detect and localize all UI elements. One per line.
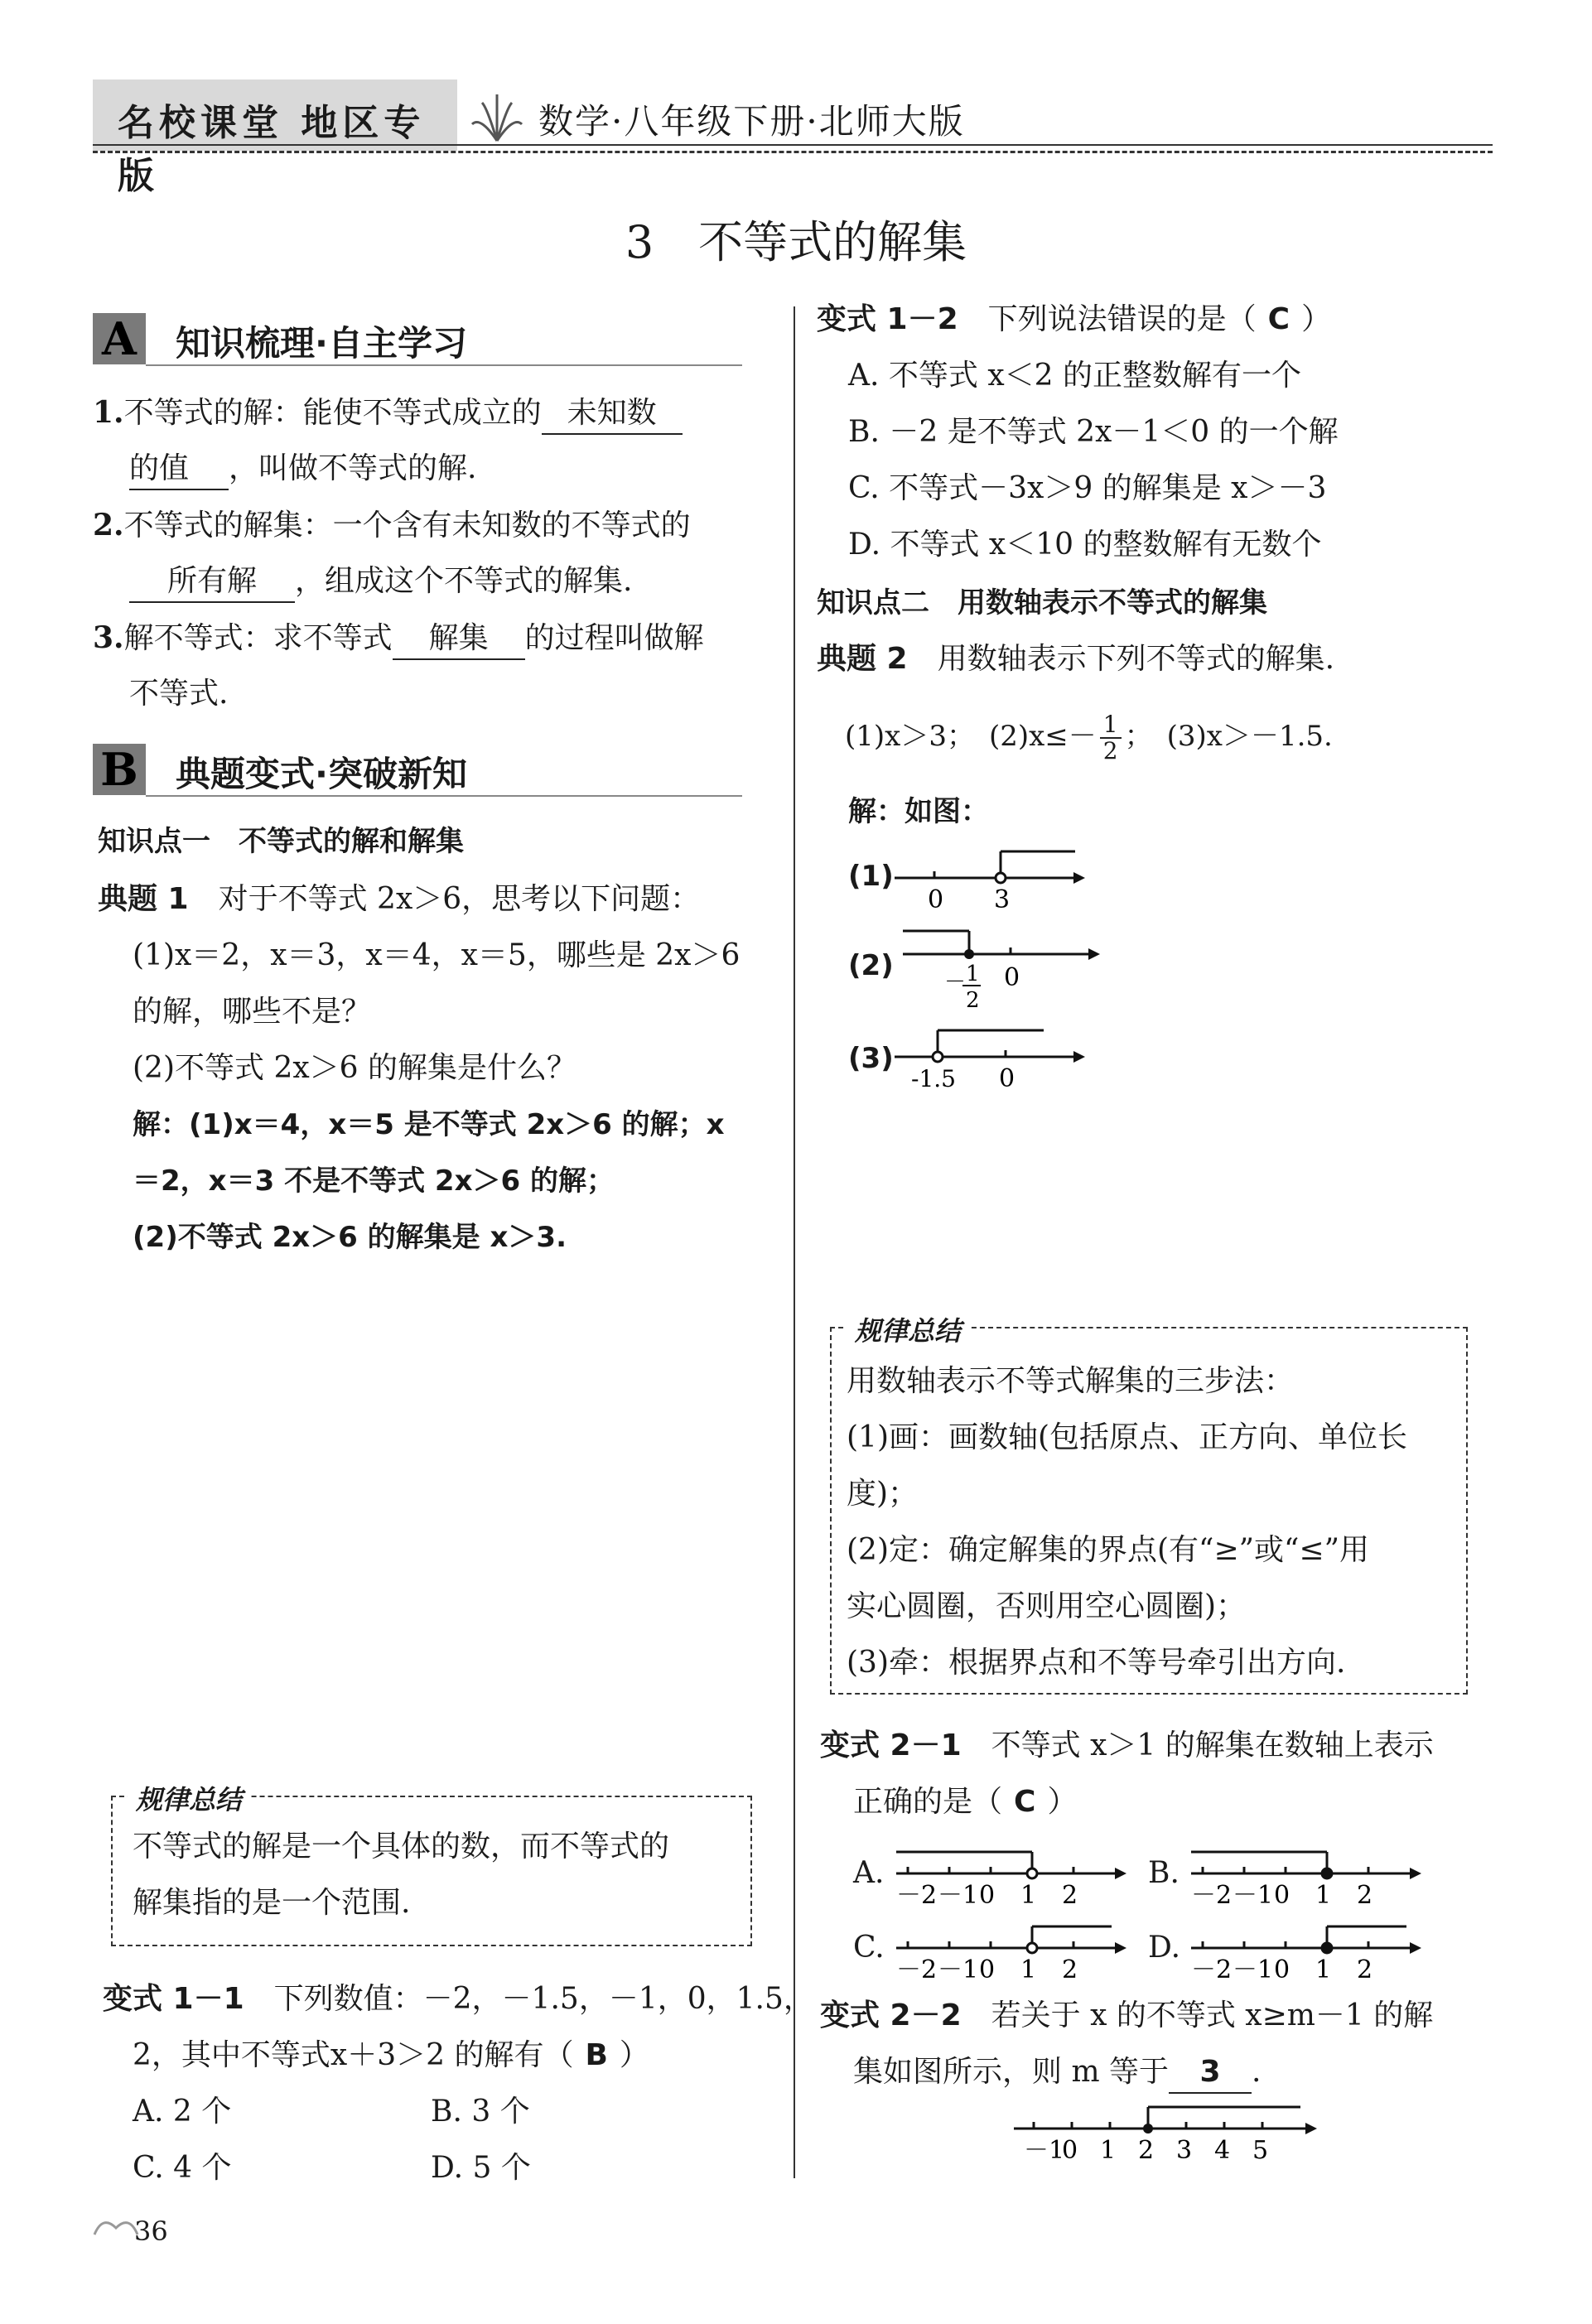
variant-1-2-question bbox=[817, 300, 1331, 340]
variant-1-2-option-c: C. 不等式－3x＞9 的解集是 x＞－3 bbox=[848, 471, 1327, 505]
variant-1-1-answer: B bbox=[585, 2038, 608, 2072]
a-item-1-line-1 bbox=[93, 393, 683, 435]
summary-box-2-line-3: 度)； bbox=[847, 1477, 919, 1511]
v21-c-tick-label-1: －1 bbox=[938, 1955, 979, 1984]
variant-1-1-question-a bbox=[103, 1979, 813, 2019]
variant-1-1-option-c: C. 4 个 bbox=[133, 2151, 232, 2185]
example-1-q2: (2)不等式 2x＞6 的解集是什么？ bbox=[133, 1051, 576, 1085]
variant-2-2-label: 变式 2－2 bbox=[820, 1999, 962, 2032]
v21-b-tick-label-2: 0 bbox=[1274, 1881, 1290, 1910]
summary-box-1-line-2: 解集指的是一个范围. bbox=[133, 1886, 411, 1920]
variant-2-1-close: ） bbox=[1047, 1785, 1078, 1819]
section-a-underline bbox=[146, 364, 742, 366]
column-divider bbox=[794, 306, 795, 2178]
v21-c-tick-label-2: 0 bbox=[979, 1955, 996, 1984]
variant-1-2-label: 变式 1－2 bbox=[817, 302, 958, 336]
summary-box-2-line-2: (1)画：画数轴(包括原点、正方向、单位长 bbox=[847, 1420, 1408, 1454]
a-item-1-text: 不等式的解：能使不等式成立的 bbox=[123, 396, 542, 430]
ex2-nl2-frac-num: 1 bbox=[966, 962, 980, 986]
variant-1-1-question-b bbox=[133, 2036, 649, 2076]
ex2-nl1-label-0: 0 bbox=[928, 885, 944, 911]
variant-1-1-option-a: A. 2 个 bbox=[133, 2095, 232, 2129]
example-2-question bbox=[817, 639, 1334, 679]
v21-a-tick-label-0: －2 bbox=[896, 1881, 938, 1910]
summary-box-2-line-5: 实心圆圈，否则用空心圆圈)； bbox=[847, 1589, 1247, 1623]
ex2-nl1-label-3: 3 bbox=[994, 885, 1011, 911]
example-1-q1-a: (1)x＝2，x＝3，x＝4，x＝5，哪些是 2x＞6 bbox=[133, 938, 741, 972]
a-item-1-post: ，叫做不等式的解. bbox=[229, 451, 477, 485]
example-1-question bbox=[98, 880, 700, 919]
v21-option-a-label: A. bbox=[853, 1856, 885, 1890]
example-2-parts bbox=[845, 712, 1333, 764]
ex2-nl1-arrow bbox=[1073, 872, 1085, 884]
variant-2-1-answer: C bbox=[1014, 1785, 1036, 1819]
variant-2-1-question-a bbox=[820, 1726, 1434, 1766]
knowledge-point-1: 知识点一 不等式的解和解集 bbox=[98, 825, 464, 858]
example-1-solution-1b: ＝2，x＝3 不是不等式 2x＞6 的解； bbox=[133, 1164, 615, 1198]
v21-c-open-point bbox=[1027, 1943, 1037, 1953]
v22-tick-label-5: 4 bbox=[1214, 2136, 1231, 2165]
ex2-number-line-3 bbox=[895, 1024, 1085, 1090]
v21-option-c-label: C. bbox=[853, 1931, 885, 1965]
a-item-2-blank: 所有解 bbox=[129, 562, 295, 603]
a-item-1-line-2 bbox=[129, 449, 476, 490]
v21-option-d-label: D. bbox=[1148, 1931, 1181, 1965]
a-item-3-line-1 bbox=[93, 618, 704, 660]
v21-b-tick-label-3: 1 bbox=[1315, 1881, 1332, 1910]
header-ornament-icon bbox=[464, 83, 530, 149]
variant-2-2-post: . bbox=[1252, 2055, 1262, 2089]
v21-c-arrow bbox=[1115, 1942, 1126, 1954]
a-item-2-line-2 bbox=[129, 562, 632, 603]
a-item-2-number: 2. bbox=[93, 508, 124, 542]
example-2-fraction bbox=[1100, 712, 1122, 764]
v22-solid-point bbox=[1143, 2124, 1153, 2134]
v21-option-c-line bbox=[893, 1913, 1133, 1988]
example-2-label: 典题 2 bbox=[817, 642, 908, 676]
variant-1-1-text-b: 2，其中不等式x＋3＞2 的解有（ bbox=[133, 2038, 574, 2072]
v21-a-tick-label-3: 1 bbox=[1020, 1881, 1037, 1910]
ex2-label-1: (1) bbox=[848, 860, 894, 893]
example-1-solution-2: (2)不等式 2x＞6 的解集是 x＞3. bbox=[133, 1221, 567, 1254]
v22-tick-label-1: 0 bbox=[1062, 2136, 1078, 2165]
v21-c-tick-label-0: －2 bbox=[896, 1955, 938, 1984]
a-item-3-text: 解不等式：求不等式 bbox=[123, 621, 393, 655]
v21-b-tick-label-1: －1 bbox=[1233, 1881, 1274, 1910]
v21-b-arrow bbox=[1410, 1868, 1421, 1879]
variant-2-2-text-b: 集如图所示，则 m 等于 bbox=[853, 2055, 1170, 2089]
v21-d-tick-label-1: －1 bbox=[1233, 1955, 1274, 1984]
summary-box-2-line-1: 用数轴表示不等式解集的三步法： bbox=[847, 1364, 1295, 1398]
example-1-label: 典题 1 bbox=[98, 882, 189, 916]
variant-1-2-close: ） bbox=[1301, 302, 1332, 336]
example-2-text: 用数轴表示下列不等式的解集. bbox=[937, 642, 1335, 676]
variant-2-1-text-b: 正确的是（ bbox=[853, 1785, 1003, 1819]
summary-box-1-line-1: 不等式的解是一个具体的数，而不等式的 bbox=[133, 1830, 670, 1864]
example-2-frac-den: 2 bbox=[1102, 737, 1118, 764]
ex2-nl2-label-0: 0 bbox=[1004, 963, 1020, 992]
page-number: 36 bbox=[134, 2216, 168, 2247]
variant-1-2-option-d: D. 不等式 x＜10 的整数解有无数个 bbox=[848, 528, 1322, 562]
variant-1-2-answer: C bbox=[1267, 302, 1290, 336]
example-2-frac-num: 1 bbox=[1100, 712, 1122, 739]
v21-d-tick-label-4: 2 bbox=[1357, 1955, 1373, 1984]
example-2-parts-b: ； (3)x＞－1.5. bbox=[1124, 720, 1333, 753]
ex2-nl3-arrow bbox=[1073, 1051, 1085, 1063]
summary-box-2-line-4: (2)定：确定解集的界点(有“≥”或“≤”用 bbox=[847, 1533, 1369, 1567]
a-item-3-number: 3. bbox=[93, 620, 124, 655]
ex2-nl3-label-0: 0 bbox=[999, 1064, 1016, 1090]
v22-arrow bbox=[1305, 2123, 1317, 2134]
example-1-q1-b: 的解，哪些不是？ bbox=[133, 995, 372, 1029]
knowledge-point-2: 知识点二 用数轴表示不等式的解集 bbox=[817, 586, 1267, 620]
header-rule bbox=[93, 144, 1493, 146]
variant-1-2-option-a: A. 不等式 x＜2 的正整数解有一个 bbox=[848, 359, 1301, 393]
ex2-nl1-open-point bbox=[996, 873, 1006, 883]
example-1-text: 对于不等式 2x＞6，思考以下问题： bbox=[218, 882, 701, 916]
variant-2-1-question-b bbox=[853, 1782, 1077, 1822]
v21-d-solid-point bbox=[1322, 1943, 1332, 1953]
a-item-1-blank-a: 未知数 bbox=[542, 393, 683, 435]
variant-1-1-text-a: 下列数值：－2，－1.5，－1，0，1.5， bbox=[273, 1982, 813, 2016]
v21-option-a-line bbox=[893, 1839, 1133, 1913]
summary-box-2-line-6: (3)牵：根据界点和不等号牵引出方向. bbox=[847, 1646, 1346, 1680]
variant-1-1-label: 变式 1－1 bbox=[103, 1982, 244, 2016]
ex2-nl2-minus: － bbox=[944, 970, 967, 995]
footer-ornament-icon bbox=[91, 2210, 141, 2243]
variant-2-2-answer: 3 bbox=[1169, 2052, 1252, 2094]
v21-option-b-label: B. bbox=[1148, 1856, 1180, 1890]
variant-1-1-close: ） bbox=[619, 2038, 649, 2072]
summary-box-2 bbox=[830, 1315, 1468, 1695]
variant-1-2-text: 下列说法错误的是（ bbox=[987, 302, 1257, 336]
example-2-solution: 解：如图： bbox=[848, 795, 989, 828]
v22-number-line bbox=[1011, 2100, 1325, 2167]
ex2-label-3: (3) bbox=[848, 1042, 894, 1075]
ex2-label-2: (2) bbox=[848, 949, 894, 982]
section-b-title: 典题变式·突破新知 bbox=[176, 754, 467, 794]
section-b-letter: B bbox=[93, 744, 146, 795]
variant-2-1-label: 变式 2－1 bbox=[820, 1729, 962, 1762]
v22-tick-label-0: －1 bbox=[1024, 2136, 1065, 2165]
v21-c-tick-label-4: 2 bbox=[1062, 1955, 1078, 1984]
ex2-nl2-solid-point bbox=[964, 949, 974, 959]
header-dashed-rule bbox=[93, 151, 1493, 153]
section-b-underline bbox=[146, 795, 742, 797]
a-item-3-blank: 解集 bbox=[393, 619, 525, 660]
summary-box-2-title: 规律总结 bbox=[847, 1310, 969, 1348]
example-2-parts-a: (1)x＞3； (2)x≤－ bbox=[845, 720, 1097, 753]
summary-box-1 bbox=[111, 1784, 752, 1946]
v21-a-tick-label-4: 2 bbox=[1062, 1881, 1078, 1910]
v21-option-d-line bbox=[1188, 1913, 1428, 1988]
a-item-3-line-2: 不等式. bbox=[129, 677, 229, 711]
v22-tick-label-6: 5 bbox=[1252, 2136, 1269, 2165]
a-item-2-post: ，组成这个不等式的解集. bbox=[295, 564, 633, 598]
v21-d-arrow bbox=[1410, 1942, 1421, 1954]
a-item-1-blank-b: 的值 bbox=[129, 449, 229, 490]
v21-a-open-point bbox=[1027, 1868, 1037, 1878]
v21-b-tick-label-4: 2 bbox=[1357, 1881, 1373, 1910]
v21-a-tick-label-2: 0 bbox=[979, 1881, 996, 1910]
a-item-3-post: 的过程叫做解 bbox=[524, 621, 704, 655]
v21-a-tick-label-1: －1 bbox=[938, 1881, 979, 1910]
summary-box-1-title: 规律总结 bbox=[128, 1779, 250, 1817]
v21-c-tick-label-3: 1 bbox=[1020, 1955, 1037, 1984]
variant-1-2-option-b: B. －2 是不等式 2x－1＜0 的一个解 bbox=[848, 415, 1339, 449]
section-a-title: 知识梳理·自主学习 bbox=[176, 323, 467, 364]
header-series-name: 名校课堂 地区专版 bbox=[118, 102, 426, 197]
v21-option-b-line bbox=[1188, 1839, 1428, 1913]
ex2-nl2-arrow bbox=[1088, 948, 1100, 960]
v21-d-tick-label-0: －2 bbox=[1191, 1955, 1233, 1984]
variant-1-1-option-d: D. 5 个 bbox=[431, 2151, 531, 2185]
v21-b-tick-label-0: －2 bbox=[1191, 1881, 1233, 1910]
v22-tick-label-3: 2 bbox=[1138, 2136, 1155, 2165]
variant-1-1-option-b: B. 3 个 bbox=[431, 2095, 530, 2129]
v22-tick-label-4: 3 bbox=[1176, 2136, 1193, 2165]
section-a-heading bbox=[93, 313, 731, 364]
example-1-solution-1a: 解：(1)x＝4，x＝5 是不等式 2x＞6 的解；x bbox=[133, 1108, 725, 1141]
v21-a-arrow bbox=[1115, 1868, 1126, 1879]
header-book-info: 数学·八年级下册·北师大版 bbox=[538, 101, 965, 142]
page-title: 3 不等式的解集 bbox=[625, 216, 967, 268]
header-left-band bbox=[93, 80, 457, 197]
v22-tick-label-2: 1 bbox=[1100, 2136, 1117, 2165]
ex2-number-line-1 bbox=[895, 845, 1085, 911]
ex2-nl2-frac-den: 2 bbox=[966, 988, 980, 1013]
variant-2-2-text-a: 若关于 x 的不等式 x≥m－1 的解 bbox=[991, 1999, 1434, 2032]
a-item-1-number: 1. bbox=[93, 395, 124, 430]
variant-2-2-question-a bbox=[820, 1996, 1433, 2036]
ex2-nl3-label-m15: -1.5 bbox=[911, 1065, 956, 1090]
v21-b-solid-point bbox=[1322, 1868, 1332, 1878]
a-item-2-text: 不等式的解集：一个含有未知数的不等式的 bbox=[123, 509, 691, 542]
a-item-2-line-1 bbox=[93, 505, 691, 546]
section-b-heading bbox=[93, 744, 731, 795]
variant-2-1-text-a: 不等式 x＞1 的解集在数轴上表示 bbox=[991, 1729, 1434, 1762]
section-a-letter: A bbox=[93, 313, 146, 364]
v21-d-tick-label-3: 1 bbox=[1315, 1955, 1332, 1984]
ex2-nl3-open-point bbox=[933, 1052, 943, 1062]
variant-2-2-question-b bbox=[853, 2052, 1261, 2094]
v21-d-tick-label-2: 0 bbox=[1274, 1955, 1290, 1984]
ex2-number-line-2 bbox=[895, 926, 1102, 1017]
